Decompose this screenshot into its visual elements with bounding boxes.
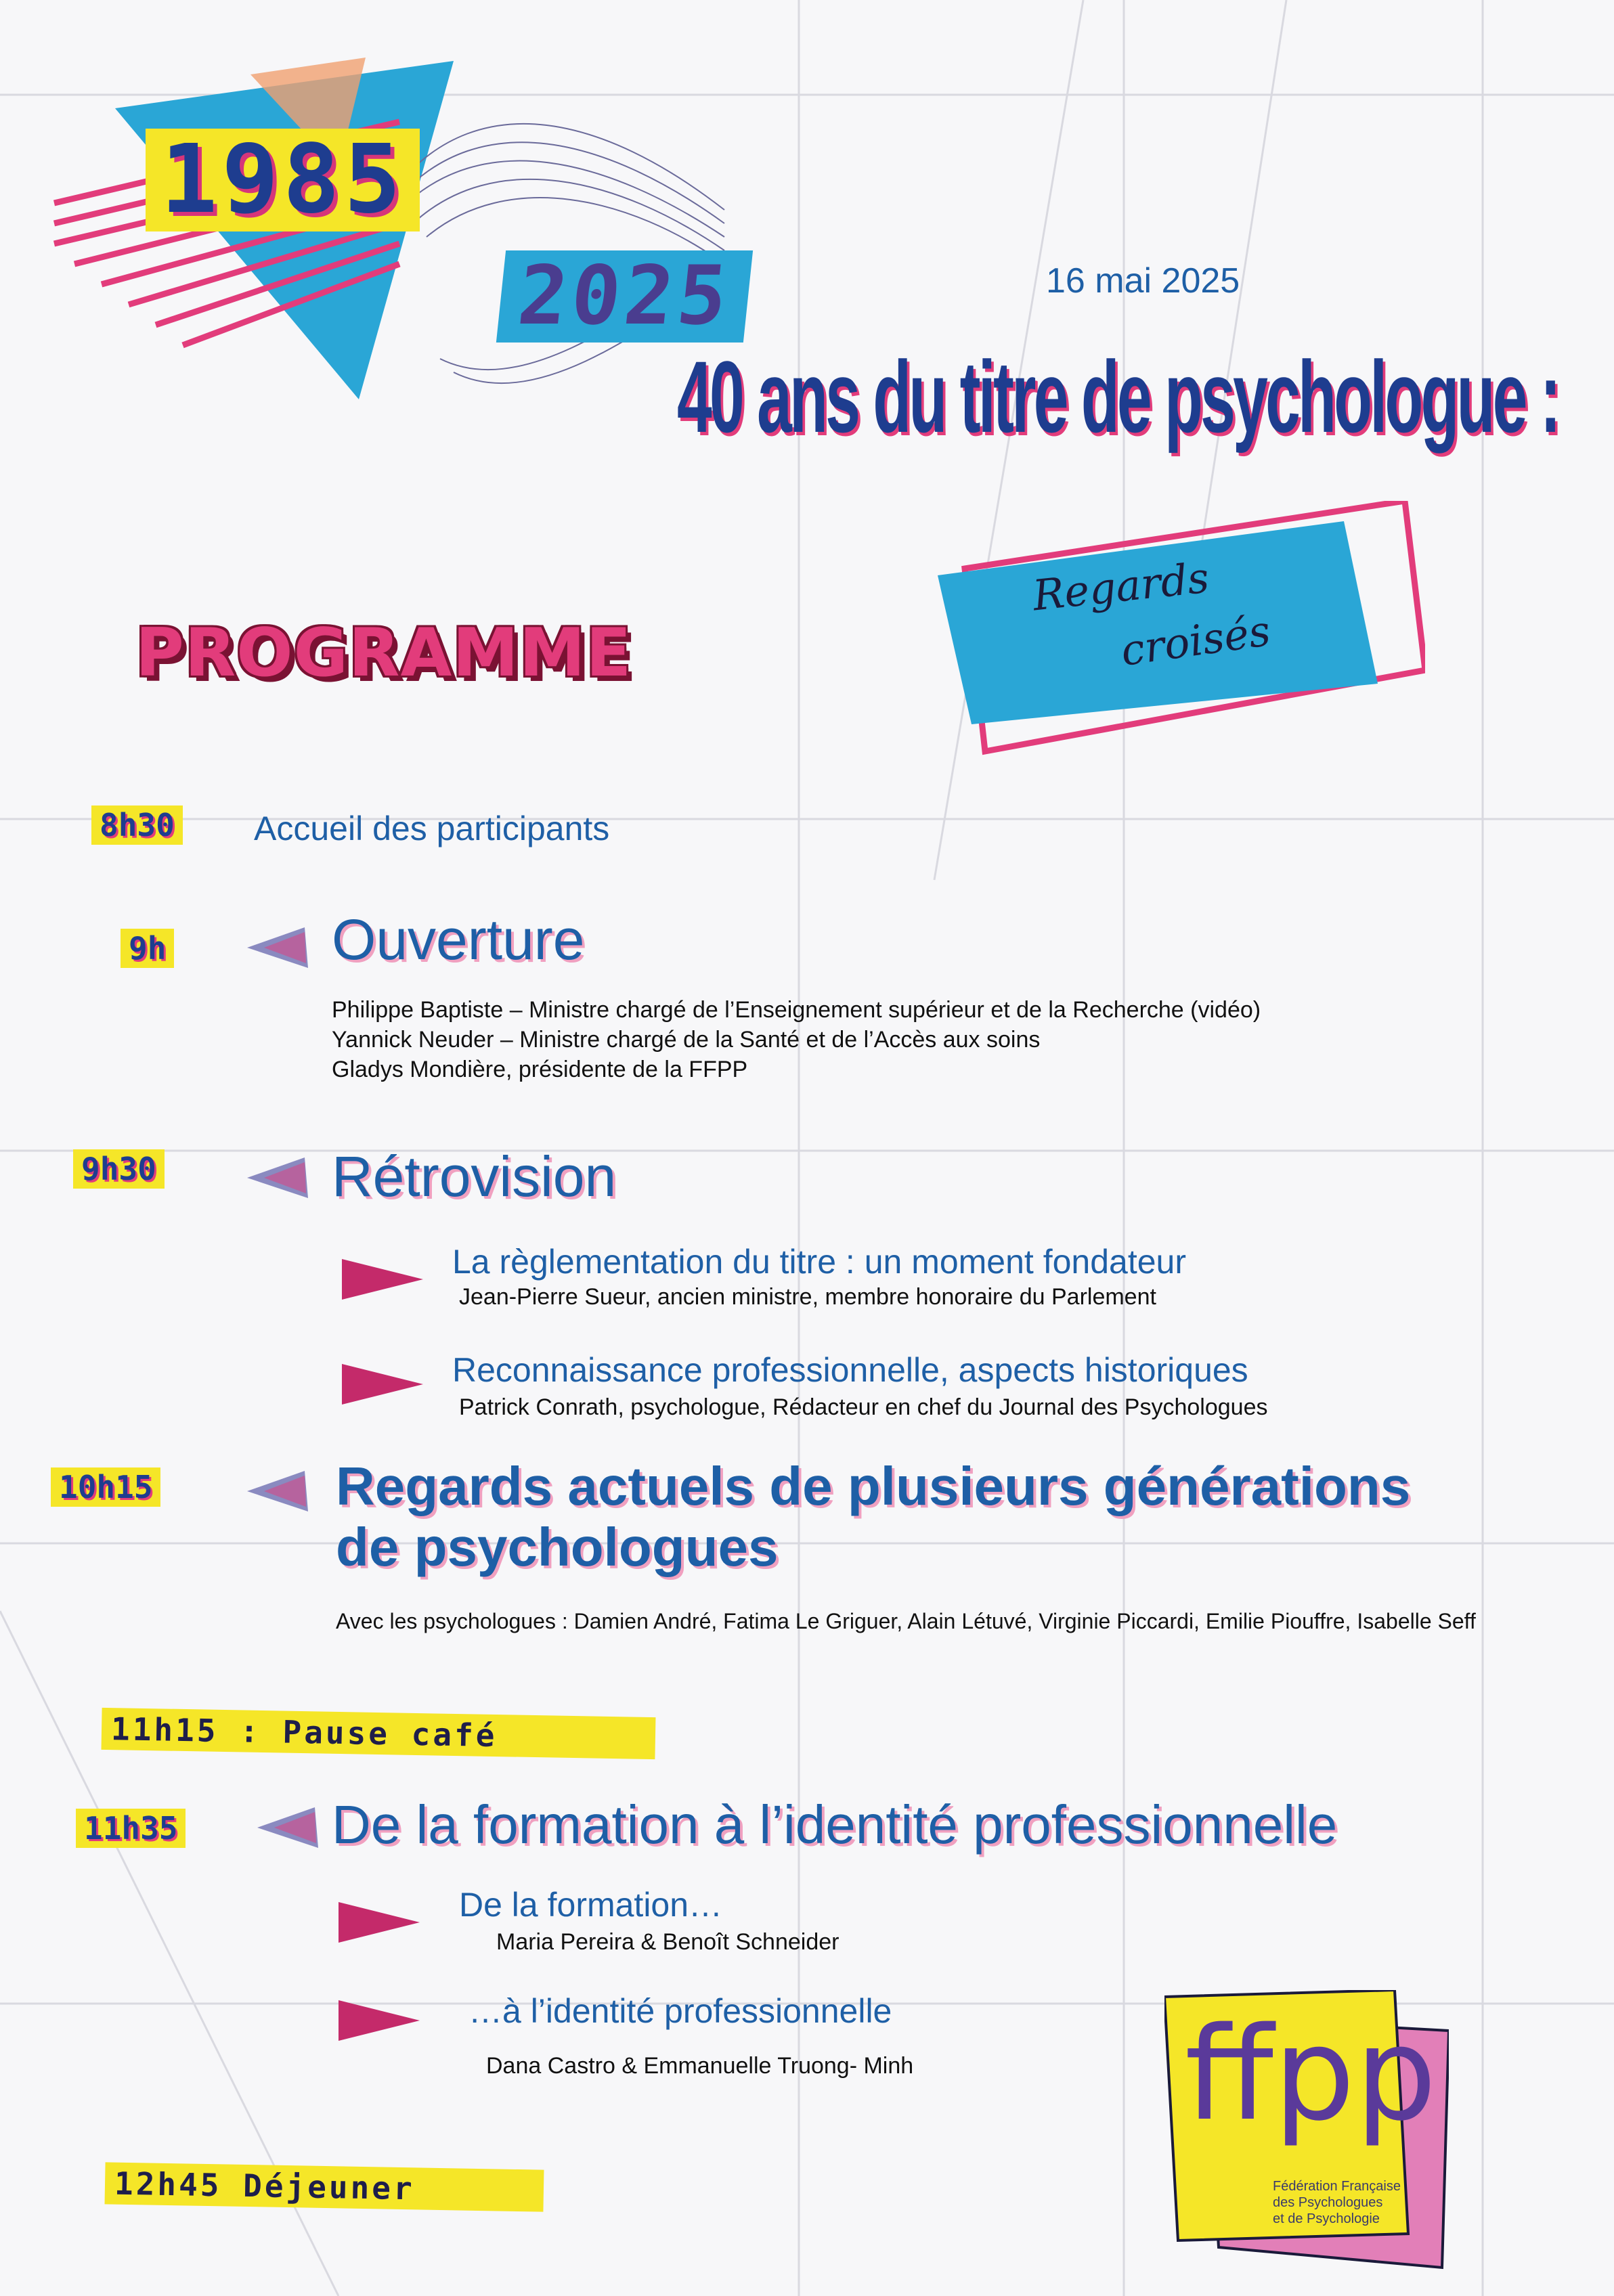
year-end: 2025 [496,250,753,343]
year-start: 1985 [146,129,420,231]
speaker-line: Gladys Mondière, présidente de la FFPP [332,1057,748,1082]
org-line: Fédération Française [1273,2179,1401,2194]
retrovision-item-title: Reconnaissance professionnelle, aspects historiques [452,1351,1248,1389]
arrow-left-icon [254,1804,322,1851]
regards-speakers [336,1606,1476,1636]
section-title-formation: De la formation à l’identité professionnelle [332,1794,1338,1855]
section-title-regards-line2: de psychologues [336,1517,779,1577]
org-line: des Psychologues [1273,2195,1383,2210]
regards-croises-badge [938,501,1425,758]
ffpp-mark: ffpp [1185,2000,1437,2149]
arrow-left-icon [244,1467,311,1515]
org-line: et de Psychologie [1273,2211,1380,2226]
ffpp-logo [1164,1990,1449,2274]
arrow-right-icon [339,1256,427,1303]
retrovision-item-title: La règlementation du titre : un moment fondateur [452,1243,1186,1281]
arrow-left-icon [244,924,311,971]
time-badge: 10h15 [51,1467,160,1507]
time-badge: 11h35 [76,1809,186,1848]
formation-item-title: De la formation… [459,1886,723,1924]
ffpp-org-name [1273,2178,1401,2227]
time-badge: 9h [121,929,174,968]
formation-item-title: …à l’identité professionnelle [468,1992,892,2030]
page-title: 40 ans du titre de psychologue : [677,340,1559,454]
ouverture-speakers [332,995,1261,1084]
retrovision-item-speaker: Patrick Conrath, psychologue, Rédacteur en chef du Journal des Psychologues [459,1394,1268,1420]
arrow-right-icon [335,1997,423,2044]
arrow-left-icon [244,1154,311,1201]
time-badge: 9h30 [73,1149,165,1189]
programme-heading: PROGRAMME [135,615,632,692]
section-title-retrovision: Rétrovision [332,1145,617,1208]
retrovision-item-speaker: Jean-Pierre Sueur, ancien ministre, membre honoraire du Parlement [459,1284,1156,1310]
section-title-regards-line1: Regards actuels de plusieurs générations [336,1456,1411,1516]
formation-item-speaker: Maria Pereira & Benoît Schneider [496,1929,839,1955]
arrow-right-icon [335,1899,423,1946]
event-date: 16 mai 2025 [1046,261,1240,301]
arrow-right-icon [339,1361,427,1408]
accueil-label: Accueil des participants [254,810,610,847]
subtitle-line2: croisés [1117,605,1273,676]
time-badge: 8h30 [91,805,183,845]
speaker-line: Avec les psychologues : Damien André, Fatima Le Griguer, Alain Létuvé, Virginie Piccardi, Emilie Piouffre, Isabelle Seff [336,1609,1476,1633]
formation-item-speaker: Dana Castro & Emmanuelle Truong- Minh [486,2053,914,2079]
pause-bar: 11h15 : Pause café [102,1708,656,1759]
subtitle-line1: Regards [1030,552,1212,621]
speaker-line: Yannick Neuder – Ministre chargé de la Santé et de l’Accès aux soins [332,1027,1041,1053]
speaker-line: Philippe Baptiste – Ministre chargé de l’Enseignement supérieur et de la Recherche (vidéo) [332,997,1261,1023]
dejeuner-bar: 12h45 Déjeuner [105,2162,544,2211]
section-title-ouverture: Ouverture [332,908,585,971]
